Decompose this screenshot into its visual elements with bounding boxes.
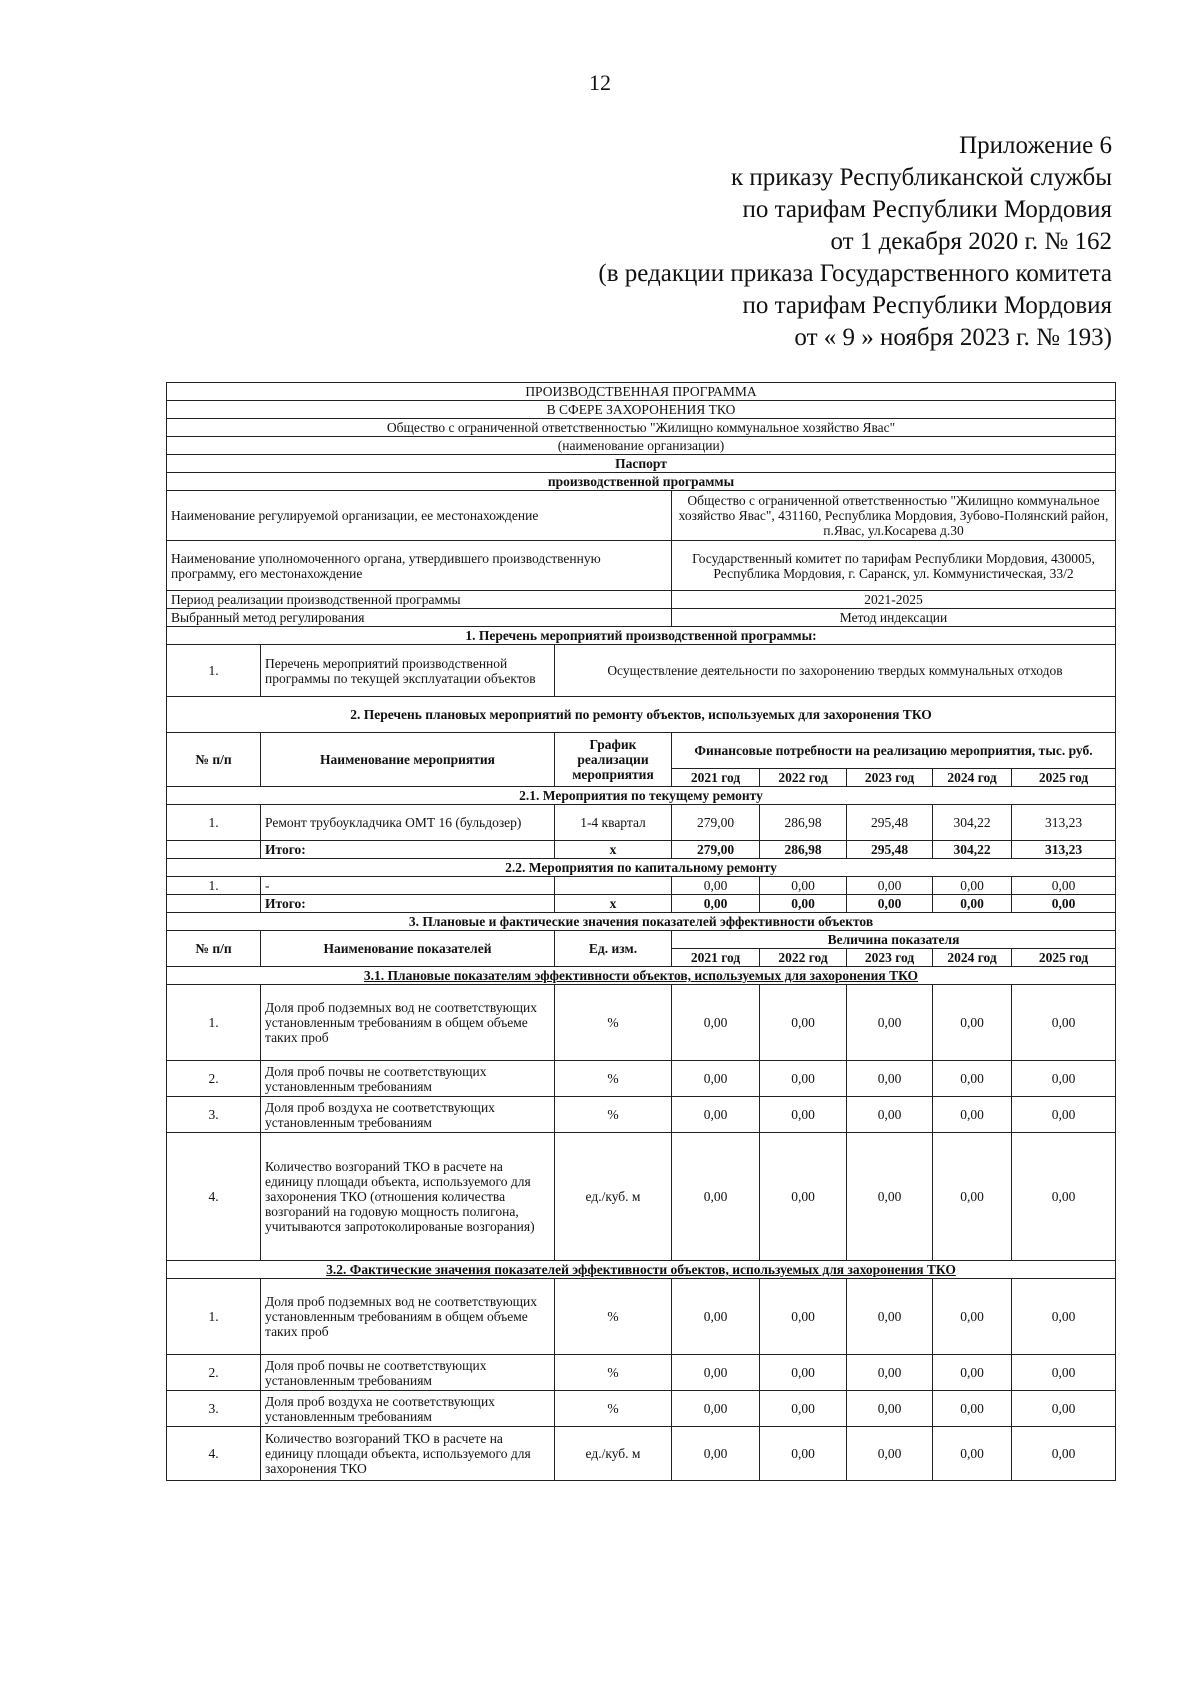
passport-subtitle: производственной программы (167, 473, 1116, 491)
organization-caption: (наименование организации) (167, 437, 1116, 455)
activity-value: Осуществление деятельности по захоронению твердых коммунальных отходов (555, 645, 1116, 697)
value-cell: 279,00 (672, 805, 760, 841)
row-number: 2. (167, 1355, 261, 1391)
header-line: Приложение 6 (959, 132, 1112, 159)
value-cell: 0,00 (760, 1061, 847, 1097)
empty-cell (167, 895, 261, 913)
production-program-table (166, 382, 1116, 1481)
indicator-name: Доля проб подземных вод не соответствующих установленным требованиям в общем объеме таких проб (261, 1279, 555, 1355)
value-cell: 0,00 (1012, 1133, 1116, 1261)
header-line: (в редакции приказа Государственного комитета (598, 260, 1112, 287)
value-cell: 0,00 (672, 1133, 760, 1261)
indicator-unit: % (555, 1355, 672, 1391)
value-cell: 313,23 (1012, 805, 1116, 841)
row-number: 1. (167, 645, 261, 697)
indicator-unit: % (555, 1391, 672, 1427)
value-cell: 0,00 (933, 1427, 1012, 1481)
col-header-unit: Ед. изм. (555, 931, 672, 967)
value-cell: 0,00 (760, 985, 847, 1061)
appendix-header (598, 130, 1112, 354)
organization-name: Общество с ограниченной ответственностью "Жилищно коммунальное хозяйство Явас" (167, 419, 1116, 437)
value-cell: 0,00 (760, 1391, 847, 1427)
indicator-unit: ед./куб. м (555, 1133, 672, 1261)
activity-name: Ремонт трубоукладчика ОМТ 16 (бульдозер) (261, 805, 555, 841)
activity-schedule: 1-4 квартал (555, 805, 672, 841)
value-cell: 0,00 (760, 1427, 847, 1481)
value-cell: 0,00 (1012, 1097, 1116, 1133)
passport-value: Метод индексации (672, 609, 1116, 627)
value-cell: 0,00 (760, 1133, 847, 1261)
value-cell: 0,00 (672, 1279, 760, 1355)
col-header-finance: Финансовые потребности на реализацию мероприятия, тыс. руб. (672, 733, 1116, 769)
indicator-name: Доля проб подземных вод не соответствующих установленным требованиям в общем объеме таких проб (261, 985, 555, 1061)
value-cell: 0,00 (933, 1279, 1012, 1355)
passport-value: Государственный комитет по тарифам Республики Мордовия, 430005, Республика Мордовия, г. Саранск, ул. Коммунистическая, 33/2 (672, 541, 1116, 591)
value-cell: 0,00 (933, 877, 1012, 895)
section-1-title: 1. Перечень мероприятий производственной программы: (167, 627, 1116, 645)
value-cell: 0,00 (847, 1279, 933, 1355)
row-number: 4. (167, 1133, 261, 1261)
year-header: 2021 год (672, 769, 760, 787)
row-number: 1. (167, 985, 261, 1061)
total-value: 0,00 (933, 895, 1012, 913)
value-cell: 0,00 (672, 1391, 760, 1427)
value-cell: 0,00 (760, 1355, 847, 1391)
passport-label: Выбранный метод регулирования (167, 609, 672, 627)
value-cell: 0,00 (933, 1097, 1012, 1133)
passport-label: Период реализации производственной программы (167, 591, 672, 609)
indicator-name: Доля проб воздуха не соответствующих установленным требованиям (261, 1097, 555, 1133)
passport-label: Наименование уполномоченного органа, утвердившего производственную программу, его местонахождение (167, 541, 672, 591)
indicator-name: Доля проб почвы не соответствующих установленным требованиям (261, 1355, 555, 1391)
value-cell: 0,00 (760, 877, 847, 895)
total-value: 313,23 (1012, 841, 1116, 859)
value-cell: 0,00 (1012, 1355, 1116, 1391)
value-cell: 0,00 (847, 1355, 933, 1391)
section-3-title: 3. Плановые и фактические значения показателей эффективности объектов (167, 913, 1116, 931)
indicator-unit: % (555, 1061, 672, 1097)
row-number: 3. (167, 1097, 261, 1133)
indicator-name: Доля проб почвы не соответствующих установленным требованиям (261, 1061, 555, 1097)
total-value: 279,00 (672, 841, 760, 859)
row-number: 1. (167, 1279, 261, 1355)
value-cell: 0,00 (933, 1061, 1012, 1097)
value-cell: 0,00 (847, 1097, 933, 1133)
activity-name: - (261, 877, 555, 895)
year-header: 2022 год (760, 769, 847, 787)
value-cell: 0,00 (847, 877, 933, 895)
indicator-unit: % (555, 1097, 672, 1133)
value-cell: 0,00 (672, 877, 760, 895)
indicator-unit: ед./куб. м (555, 1427, 672, 1481)
passport-label: Наименование регулируемой организации, ее местонахождение (167, 491, 672, 541)
indicator-unit: % (555, 985, 672, 1061)
total-schedule: х (555, 841, 672, 859)
total-value: 0,00 (760, 895, 847, 913)
row-number: 4. (167, 1427, 261, 1481)
value-cell: 0,00 (760, 1097, 847, 1133)
col-header-num: № п/п (167, 931, 261, 967)
value-cell: 0,00 (847, 985, 933, 1061)
indicator-unit: % (555, 1279, 672, 1355)
subsection-title: 2.2. Мероприятия по капитальному ремонту (167, 859, 1116, 877)
indicator-name: Количество возгораний ТКО в расчете на единицу площади объекта, используемого для захоронения ТКО (261, 1427, 555, 1481)
passport-title: Паспорт (167, 455, 1116, 473)
total-value: 0,00 (672, 895, 760, 913)
value-cell: 0,00 (1012, 877, 1116, 895)
total-value: 304,22 (933, 841, 1012, 859)
year-header: 2023 год (847, 949, 933, 967)
value-cell: 0,00 (847, 1391, 933, 1427)
value-cell: 0,00 (1012, 1279, 1116, 1355)
value-cell: 0,00 (1012, 1427, 1116, 1481)
value-cell: 0,00 (933, 1355, 1012, 1391)
year-header: 2023 год (847, 769, 933, 787)
row-number: 3. (167, 1391, 261, 1427)
value-cell: 0,00 (847, 1061, 933, 1097)
row-number: 2. (167, 1061, 261, 1097)
indicator-name: Количество возгораний ТКО в расчете на единицу площади объекта, используемого для захоронения ТКО (отношения количества возгораний на годовую мощность полигона, учитываются запротоколированые возгорания) (261, 1133, 555, 1261)
year-header: 2021 год (672, 949, 760, 967)
value-cell: 304,22 (933, 805, 1012, 841)
total-value: 286,98 (760, 841, 847, 859)
section-2-title: 2. Перечень плановых мероприятий по ремонту объектов, используемых для захоронения ТКО (167, 697, 1116, 733)
year-header: 2024 год (933, 949, 1012, 967)
value-cell: 0,00 (672, 985, 760, 1061)
total-schedule: х (555, 895, 672, 913)
empty-cell (167, 841, 261, 859)
value-cell: 0,00 (1012, 1391, 1116, 1427)
year-header: 2022 год (760, 949, 847, 967)
col-header-value: Величина показателя (672, 931, 1116, 949)
value-cell: 0,00 (760, 1279, 847, 1355)
value-cell: 0,00 (933, 1391, 1012, 1427)
value-cell: 0,00 (672, 1061, 760, 1097)
activity-name: Перечень мероприятий производственной программы по текущей эксплуатации объектов (261, 645, 555, 697)
value-cell: 0,00 (672, 1427, 760, 1481)
row-number: 1. (167, 877, 261, 895)
col-header-schedule: График реализации мероприятия (555, 733, 672, 787)
value-cell: 286,98 (760, 805, 847, 841)
total-value: 0,00 (847, 895, 933, 913)
total-label: Итого: (261, 895, 555, 913)
value-cell: 0,00 (672, 1355, 760, 1391)
value-cell: 0,00 (1012, 1061, 1116, 1097)
indicator-name: Доля проб воздуха не соответствующих установленным требованиям (261, 1391, 555, 1427)
total-value: 295,48 (847, 841, 933, 859)
header-line: к приказу Республиканской службы (730, 164, 1112, 191)
header-line: от 1 декабря 2020 г. № 162 (830, 228, 1112, 255)
value-cell: 0,00 (933, 1133, 1012, 1261)
activity-schedule (555, 877, 672, 895)
total-label: Итого: (261, 841, 555, 859)
col-header-num: № п/п (167, 733, 261, 787)
value-cell: 0,00 (847, 1133, 933, 1261)
program-title: ПРОИЗВОДСТВЕННАЯ ПРОГРАММА (167, 383, 1116, 401)
subsection-title: 3.2. Фактические значения показателей эффективности объектов, используемых для захоронения ТКО (167, 1261, 1116, 1279)
total-value: 0,00 (1012, 895, 1116, 913)
col-header-name: Наименование мероприятия (261, 733, 555, 787)
col-header-name: Наименование показателей (261, 931, 555, 967)
value-cell: 0,00 (847, 1427, 933, 1481)
passport-value: Общество с ограниченной ответственностью "Жилищно коммунальное хозяйство Явас", 431160, Республика Мордовия, Зубово-Полянский район, п.Явас, ул.Косарева д.30 (672, 491, 1116, 541)
subsection-title: 3.1. Плановые показателям эффективности объектов, используемых для захоронения ТКО (167, 967, 1116, 985)
year-header: 2024 год (933, 769, 1012, 787)
year-header: 2025 год (1012, 949, 1116, 967)
year-header: 2025 год (1012, 769, 1116, 787)
value-cell: 0,00 (672, 1097, 760, 1133)
header-line: по тарифам Республики Мордовия (742, 292, 1112, 319)
header-line: от « 9 » ноября 2023 г. № 193) (794, 324, 1112, 351)
passport-value: 2021-2025 (672, 591, 1116, 609)
value-cell: 0,00 (933, 985, 1012, 1061)
page-number: 12 (589, 70, 611, 95)
value-cell: 0,00 (1012, 985, 1116, 1061)
header-line: по тарифам Республики Мордовия (742, 196, 1112, 223)
program-subtitle: В СФЕРЕ ЗАХОРОНЕНИЯ ТКО (167, 401, 1116, 419)
value-cell: 295,48 (847, 805, 933, 841)
subsection-title: 2.1. Мероприятия по текущему ремонту (167, 787, 1116, 805)
row-number: 1. (167, 805, 261, 841)
